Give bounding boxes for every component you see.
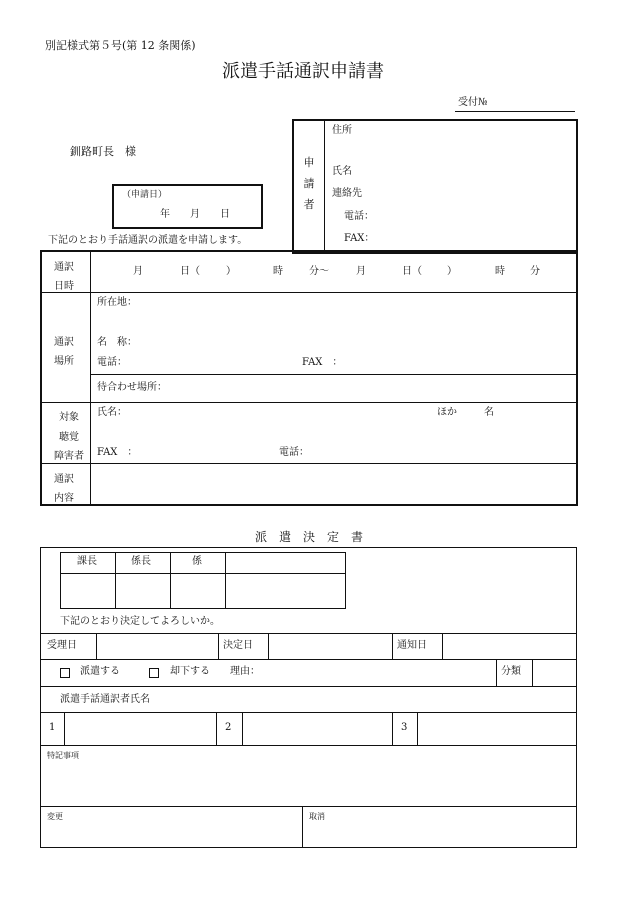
application-date-fields[interactable]: 年 月 日 [160, 209, 230, 220]
reject-label: 却下する [170, 666, 210, 677]
request-sentence: 下記のとおり手話通訳の派遣を申請します。 [48, 235, 248, 246]
interpreter-slot-1-number: 1 [49, 722, 56, 733]
target-phone-label: 電話： [279, 447, 309, 458]
applicant-fax-label: FAX： [344, 233, 375, 244]
meeting-place-label: 待合わせ場所： [97, 382, 167, 393]
category-label: 分類 [501, 666, 521, 677]
dispatch-checkbox[interactable] [60, 668, 70, 678]
stamp-header-subchief: 係長 [131, 556, 151, 567]
interpreter-row-bottom [41, 745, 576, 746]
receipt-number-line [455, 111, 575, 112]
interpreter-slot-3-number: 3 [401, 722, 408, 733]
dates-col-divider [218, 633, 219, 659]
target-name-label: 氏名： [97, 407, 127, 418]
cancel-label: 取消 [309, 812, 325, 821]
dates-col-divider [268, 633, 269, 659]
interpreter-col-divider [392, 712, 393, 745]
datetime-hour-start: 時 [273, 266, 283, 277]
place-fax-label: FAX ： [302, 357, 343, 368]
notice-date-label: 通知日 [397, 640, 427, 651]
applicant-phone-label: 電話： [344, 211, 374, 222]
dates-row-top [41, 633, 576, 634]
stamp-header-chief: 課長 [77, 556, 97, 567]
special-notes-label: 特記事項 [47, 751, 79, 760]
datetime-weekday-end-close: ） [447, 266, 457, 277]
stamp-col-divider [225, 552, 226, 609]
target-others-label: ほか [437, 407, 457, 418]
place-address-label: 所在地： [97, 297, 137, 308]
stamp-col-divider [115, 552, 116, 609]
dates-col-divider [96, 633, 97, 659]
dates-col-divider [442, 633, 443, 659]
change-cancel-divider [302, 806, 303, 847]
addressee: 釧路町長 様 [70, 145, 136, 158]
decision-title: 派 遣 決 定 書 [255, 530, 364, 544]
interpreter-col-divider [216, 712, 217, 745]
datetime-month-start: 月 [133, 266, 143, 277]
stamp-table [60, 552, 346, 609]
datetime-label: 通訳 日時 [54, 262, 74, 292]
datetime-day-end: 日（ [402, 266, 422, 277]
approval-sentence: 下記のとおり決定してよろしいか。 [60, 616, 220, 627]
change-label: 変更 [47, 812, 63, 821]
stamp-header-staff: 係 [192, 556, 202, 567]
place-label: 通訳 場所 [54, 337, 74, 367]
datetime-minute-end: 分 [530, 266, 540, 277]
row-divider-meeting [91, 374, 576, 375]
stamp-header-divider [60, 573, 346, 574]
datetime-minute-start: 分〜 [309, 266, 329, 277]
decision-date-label: 決定日 [223, 640, 253, 651]
place-phone-label: 電話： [97, 357, 127, 368]
stamp-col-divider [170, 552, 171, 609]
category-col-divider [496, 659, 497, 686]
applicant-divider [324, 121, 325, 252]
content-label: 通訳 内容 [54, 474, 74, 504]
target-person-label: 対象 聴覚 障害者 [54, 412, 84, 462]
category-col-divider [532, 659, 533, 686]
interpreter-row-top [41, 712, 576, 713]
dates-col-divider [392, 633, 393, 659]
applicant-name-label: 氏名 [332, 166, 352, 177]
dispatch-label: 派遣する [80, 666, 120, 677]
receipt-number-label: 受付№ [458, 97, 488, 108]
row-divider-target [42, 402, 576, 403]
application-date-label: （申請日） [122, 190, 168, 200]
interpreter-slot-2-number: 2 [225, 722, 232, 733]
applicant-side-label: 申 請 者 [303, 156, 315, 211]
reason-label: 理由： [230, 666, 260, 677]
applicant-address-label: 住所 [332, 125, 352, 136]
received-date-label: 受理日 [47, 640, 77, 651]
interpreter-col-divider [242, 712, 243, 745]
form-title: 派遣手話通訳申請書 [222, 61, 384, 82]
datetime-weekday-start-close: ） [226, 266, 236, 277]
target-count-unit: 名 [484, 407, 494, 418]
reject-checkbox[interactable] [149, 668, 159, 678]
interpreter-names-label: 派遣手話通訳者氏名 [60, 694, 150, 705]
interpreter-col-divider [64, 712, 65, 745]
choice-row-bottom [41, 686, 576, 687]
place-name-label: 名 称： [97, 337, 137, 348]
target-fax-label: FAX ： [97, 447, 138, 458]
datetime-month-end: 月 [356, 266, 366, 277]
datetime-hour-end: 時 [495, 266, 505, 277]
main-request-table [40, 250, 578, 506]
form-reference: 別記様式第５号(第 12 条関係) [45, 39, 196, 52]
notes-row-bottom [41, 806, 576, 807]
interpreter-col-divider [417, 712, 418, 745]
applicant-contact-label: 連絡先 [332, 188, 362, 199]
row-divider-datetime [42, 292, 576, 293]
applicant-box [292, 119, 578, 254]
datetime-day-start: 日（ [180, 266, 200, 277]
main-label-column-divider [90, 252, 91, 504]
row-divider-content [42, 463, 576, 464]
